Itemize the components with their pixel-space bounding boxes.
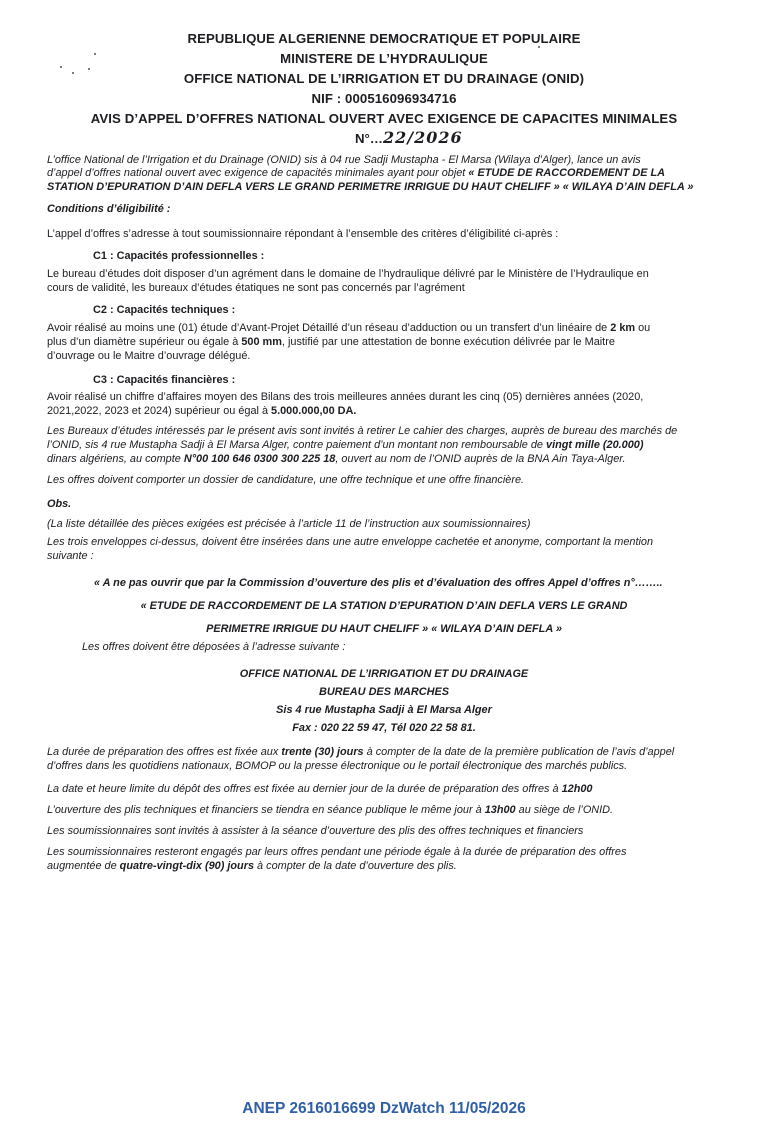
scan-speck: [88, 68, 90, 70]
c3-title: C3 : Capacités financières :: [93, 374, 236, 386]
opening-line-text: L’ouverture des plis techniques et financiers se tiendra en séance publique le même jour à: [47, 804, 485, 816]
notice-number-prefix: N°…: [355, 131, 383, 146]
commitment-line-2: [47, 859, 457, 874]
c2-line-2-text: plus d’un diamètre supérieur ou égale à: [47, 336, 242, 348]
c2-title: C2 : Capacités techniques :: [93, 304, 236, 316]
c3-line-2-text: 2021,2022, 2023 et 2024) supérieur ou égal à: [47, 405, 272, 417]
scan-speck: [60, 66, 62, 68]
c2-line-3: d’ouvrage ou le Maitre d’ouvrage délégué.: [47, 350, 251, 362]
c1-line-1: Le bureau d’études doit disposer d’un agrément dans le domaine de l’hydraulique délivré par le Ministère de l’Hydraulique en: [47, 268, 649, 280]
intro-line-2-object: « ETUDE DE RACCORDEMENT DE LA: [468, 167, 666, 179]
duration-days: trente (30) jours: [281, 746, 364, 758]
c2-line-1-text: Avoir réalisé au moins une (01) étude d’Avant-Projet Détaillé d’un réseau d’adduction ou un transfert d’un linéaire de: [47, 322, 611, 334]
mention-line-3: PERIMETRE IRRIGUE DU HAUT CHELIFF » « WILAYA D’AIN DEFLA »: [206, 623, 562, 635]
opening-line: [47, 803, 613, 818]
withdraw-line-3-end: , ouvert au nom de l’ONID auprès de la BNA Ain Taya-Alger.: [335, 453, 626, 465]
scan-speck: [538, 46, 540, 48]
withdraw-line-2-text: l’ONID, sis 4 rue Mustapha Sadji à El Marsa Alger, contre paiement d’un montant non remboursable de: [47, 439, 547, 451]
withdraw-line-3-text: dinars algériens, au compte: [47, 453, 184, 465]
c3-line-1: Avoir réalisé un chiffre d’affaires moyen des Bilans des trois meilleures années durant les cinq (05) dernières années (2020,: [47, 391, 644, 403]
c1-title: C1 : Capacités professionnelles :: [93, 250, 265, 262]
c2-line-2-end: , justifié par une attestation de bonne exécution délivrée par le Maitre: [281, 336, 615, 348]
commitment-line-1: Les soumissionnaires resteront engagés par leurs offres pendant une période égale à la durée de préparation des offres: [47, 846, 627, 858]
deadline-line-1-text: La date et heure limite du dépôt des offres est fixée au dernier jour de la durée de préparation des offres à: [47, 783, 562, 795]
duration-line-2: d’offres dans les quotidiens nationaux, BOMOP ou la presse électronique ou le portail électronique des marchés publics.: [47, 760, 628, 772]
opening-line-end: au siège de l’ONID.: [515, 804, 614, 816]
notice-title: AVIS D’APPEL D’OFFRES NATIONAL OUVERT AVEC EXIGENCE DE CAPACITES MINIMALES: [90, 111, 678, 126]
obs-line-3: suivante :: [47, 550, 94, 562]
deadline-line-1: [47, 782, 593, 797]
notice-number-handwritten: 22/2026: [383, 128, 463, 147]
c3-line-2: [47, 404, 356, 419]
bank-account-number: N°00 100 646 0300 300 225 18: [183, 453, 336, 465]
mention-line-2: « ETUDE DE RACCORDEMENT DE LA STATION D’EPURATION D’AIN DEFLA VERS LE GRAND: [140, 600, 628, 612]
c2-length: 2 km: [610, 322, 636, 334]
duration-line-1-text: La durée de préparation des offres est fixée aux: [47, 746, 282, 758]
address-fax-phone: Fax : 020 22 59 47, Tél 020 22 58 81.: [292, 722, 476, 734]
c2-line-2: [47, 335, 615, 350]
header-office: OFFICE NATIONAL DE L’IRRIGATION ET DU DRAINAGE (ONID): [183, 71, 585, 86]
intro-line-2: [47, 166, 665, 181]
eligibility-title: Conditions d’éligibilité :: [47, 203, 171, 215]
withdraw-amount: vingt mille (20.000): [546, 439, 644, 451]
c2-line-1: [47, 321, 650, 336]
obs-line-1: (La liste détaillée des pièces exigées est précisée à l’article 11 de l’instruction aux soumissionnaires): [47, 518, 531, 530]
publication-reference: ANEP 2616016699 DzWatch 11/05/2026: [242, 1100, 526, 1117]
duration-line-1: [47, 745, 674, 760]
c2-diameter: 500 mm: [241, 336, 282, 348]
mention-line-1: « A ne pas ouvrir que par la Commission d’ouverture des plis et d’évaluation des offres Appel d’offres n°……..: [94, 577, 663, 589]
offers-composition: Les offres doivent comporter un dossier de candidature, une offre technique et une offre financière.: [47, 474, 525, 486]
address-street: Sis 4 rue Mustapha Sadji à El Marsa Alger: [276, 704, 492, 716]
commitment-days: quatre-vingt-dix (90) jours: [119, 860, 255, 872]
c3-amount: 5.000.000,00 DA.: [271, 405, 357, 417]
deposit-intro: Les offres doivent être déposées à l’adresse suivante :: [82, 641, 346, 653]
intro-line-1: L’office National de l’Irrigation et du Drainage (ONID) sis à 04 rue Sadji Mustapha - El Marsa (Wilaya d’Alger), lance un avis: [47, 154, 641, 166]
header-nif: NIF : 000516096934716: [311, 91, 457, 106]
notice-number: [355, 128, 463, 147]
invitation-line: Les soumissionnaires sont invités à assister à la séance d’ouverture des plis des offres techniques et financiers: [47, 825, 584, 837]
intro-line-2-text: d’appel d’offres national ouvert avec exigence de capacités minimales ayant pour objet: [47, 167, 469, 179]
duration-line-1-end: à compter de la date de la première publication de l’avis d’appel: [363, 746, 675, 758]
withdraw-line-3: [47, 452, 626, 467]
withdraw-line-2: [47, 438, 643, 453]
deadline-time: 12h00: [561, 783, 593, 795]
withdraw-line-1: Les Bureaux d’études intéressés par le présent avis sont invités à retirer Le cahier des charges, auprès de bureau des marchés de: [47, 425, 678, 437]
commitment-line-2-text: augmentée de: [47, 860, 120, 872]
header-ministry: MINISTERE DE L’HYDRAULIQUE: [280, 51, 488, 66]
intro-line-3-object: STATION D’EPURATION D’AIN DEFLA VERS LE GRAND PERIMETRE IRRIGUE DU HAUT CHELIFF » « WILAYA D’AIN DEFLA »: [47, 181, 694, 193]
obs-line-2: Les trois enveloppes ci-dessus, doivent être insérées dans une autre enveloppe cachetée et anonyme, comportant la mention: [47, 536, 654, 548]
commitment-line-2-end: à compter de la date d’ouverture des plis.: [254, 860, 457, 872]
address-office: OFFICE NATIONAL DE L’IRRIGATION ET DU DRAINAGE: [239, 668, 529, 680]
c1-line-2: cours de validité, les bureaux d’études étatiques ne sont pas concernés par l’agrément: [47, 282, 465, 294]
eligibility-text: L’appel d’offres s’adresse à tout soumissionnaire répondant à l’ensemble des critères d’éligibilité ci-après :: [47, 228, 559, 240]
opening-time: 13h00: [484, 804, 516, 816]
address-bureau: BUREAU DES MARCHES: [318, 686, 450, 698]
c2-line-1-end: ou: [635, 322, 651, 334]
header-republic: REPUBLIQUE ALGERIENNE DEMOCRATIQUE ET POPULAIRE: [187, 31, 581, 46]
obs-title: Obs.: [47, 498, 72, 510]
